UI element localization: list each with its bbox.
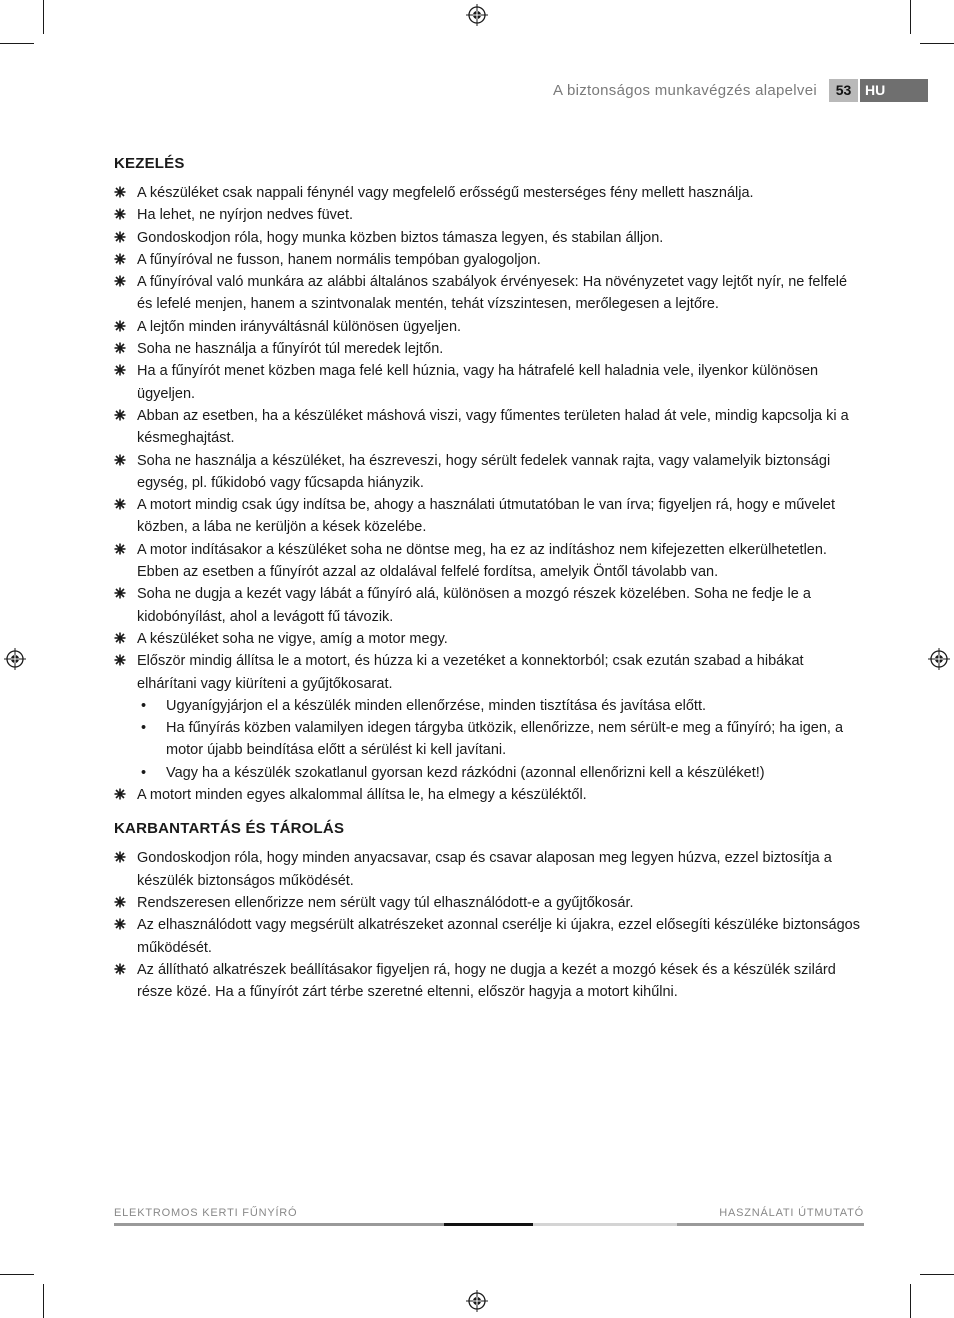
list-item-text: A motort mindig csak úgy indítsa be, ahogy a használati útmutatóban le van írva; figyeljen rá, hogy e művelet közben, a lába ne kerüljön a kések közelébe. (137, 497, 836, 536)
registration-mark-icon (4, 648, 26, 670)
snowflake-bullet-icon (114, 454, 126, 466)
crop-mark (920, 1274, 954, 1275)
dot-bullet-icon: • (141, 697, 147, 714)
list-item-text: Abban az esetben, ha a készüléket máshová viszi, vagy fűmentes területen halad át vele, mindig kapcsolja ki a késmeghajtást. (137, 407, 849, 447)
footer-document-name: HASZNÁLATI ÚTMUTATÓ (719, 1207, 864, 1219)
list-item-text: Az elhasználódott vagy megsérült alkatrészeket azonnal cserélje ki újakra, ezzel elősegíti készüléke biztonságos működését. (137, 917, 860, 956)
list-item-text: A motor indításakor a készüléket soha ne döntse meg, ha ez az indításhoz nem kifejezetten elkerülhetetlen. Ebben az esetben a fűnyírót azzal az oldalával felfelé fordítsa, amelyik Öntől távolabb van. (137, 541, 827, 581)
list-item (114, 360, 864, 405)
list-item (114, 338, 864, 360)
snowflake-bullet-icon (114, 208, 126, 220)
snowflake-bullet-icon (114, 632, 126, 644)
sub-list-item-text: Ha fűnyírás közben valamilyen idegen tárgyba ütközik, ellenőrizze, nem sérült-e meg a fűnyíró; ha igen, a motor újabb beindítása előtt a sérülést ki kell javítani. (166, 720, 844, 759)
crop-mark (910, 0, 911, 34)
list-item (114, 784, 864, 806)
sub-list-item (114, 762, 864, 784)
footer-rule (444, 1223, 533, 1226)
list-item-text: A fűnyíróval való munkára az alábbi általános szabályok érvényesek: Ha növényzetet vagy lejtőt nyír, ne felfelé és lefelé menjen, hanem a szintvonalak mentén, tehát vízszintesen, merőlegesen a lejtőre. (137, 274, 848, 313)
list-item (114, 182, 864, 204)
list-item-text: Soha ne dugja a kezét vagy lábát a fűnyíró alá, különösen a mozgó részek közelében. Soha ne fedje le a kidobónyílást, ahol a levágott fű távozik. (137, 586, 811, 625)
snowflake-bullet-icon (114, 543, 126, 555)
list-item (114, 450, 864, 495)
snowflake-bullet-icon (114, 918, 126, 930)
list-item-text: A készüléket soha ne vigye, amíg a motor megy. (137, 630, 448, 647)
page-number: 53 (829, 79, 858, 102)
snowflake-bullet-icon (114, 587, 126, 599)
header-title: A biztonságos munkavégzés alapelvei (553, 82, 817, 99)
snowflake-bullet-icon (114, 253, 126, 265)
sub-list-item (114, 717, 864, 762)
crop-mark (910, 1284, 911, 1318)
bullet-list (114, 784, 864, 806)
section-kezeles (114, 155, 864, 806)
snowflake-bullet-icon (114, 409, 126, 421)
page-content (114, 155, 864, 1003)
crop-mark (43, 1284, 44, 1318)
list-item-text: Soha ne használja a készüléket, ha észreveszi, hogy sérült fedelek vannak rajta, vagy valamelyik biztonsági egység, pl. fűkidobó vagy fűcsapda hiányzik. (137, 452, 831, 491)
list-item (114, 847, 864, 892)
snowflake-bullet-icon (114, 320, 126, 332)
list-item-text: Ha a fűnyírót menet közben maga felé kell húznia, vagy ha hátrafelé kell haladnia vele, ilyenkor különösen ügyeljen. (137, 363, 819, 402)
list-item (114, 405, 864, 450)
list-item (114, 494, 864, 539)
page-header (0, 79, 954, 102)
snowflake-bullet-icon (114, 851, 126, 863)
list-item (114, 227, 864, 249)
list-item-text: A készüléket csak nappali fénynél vagy megfelelő erősségű mesterséges fény mellett használja. (137, 185, 754, 201)
list-item (114, 914, 864, 959)
list-item-text: A fűnyíróval ne fusson, hanem normális tempóban gyalogoljon. (137, 251, 541, 268)
snowflake-bullet-icon (114, 896, 126, 908)
sub-list-item (114, 695, 864, 717)
crop-mark (0, 1274, 34, 1275)
list-item (114, 628, 864, 650)
sub-bullet-list (114, 695, 864, 784)
section-title: KARBANTARTÁS ÉS TÁROLÁS (114, 820, 345, 838)
snowflake-bullet-icon (114, 275, 126, 287)
list-item (114, 204, 864, 226)
list-item (114, 271, 864, 316)
registration-mark-icon (466, 1290, 488, 1312)
list-item-text: Gondoskodjon róla, hogy munka közben biztos támasza legyen, és stabilan álljon. (137, 229, 664, 246)
section-karbantartas (114, 820, 864, 1003)
snowflake-bullet-icon (114, 788, 126, 800)
bullet-list (114, 847, 864, 1003)
snowflake-bullet-icon (114, 963, 126, 975)
footer-rule (677, 1223, 864, 1226)
snowflake-bullet-icon (114, 342, 126, 354)
snowflake-bullet-icon (114, 231, 126, 243)
list-item-text: Soha ne használja a fűnyírót túl meredek lejtőn. (137, 341, 444, 358)
list-item (114, 892, 864, 914)
list-item-text: A lejtőn minden irányváltásnál különösen ügyeljen. (137, 318, 462, 335)
snowflake-bullet-icon (114, 364, 126, 376)
list-item-text: Az állítható alkatrészek beállításakor figyeljen rá, hogy ne dugja a kezét a mozgó kések és a készülék szilárd része közé. Ha a fűnyírót zárt térbe szeretné eltenni, először hagyja a motort kihűlni. (137, 961, 836, 1001)
list-item (114, 249, 864, 271)
list-item-text: Rendszeresen ellenőrizze nem sérült vagy túl elhasználódott-e a gyűjtőkosár. (137, 894, 634, 911)
list-item-text: Ha lehet, ne nyírjon nedves füvet. (137, 207, 354, 224)
registration-mark-icon (928, 648, 950, 670)
snowflake-bullet-icon (114, 498, 126, 510)
footer-rule (114, 1223, 444, 1226)
dot-bullet-icon: • (141, 764, 147, 781)
list-item (114, 650, 864, 695)
dot-bullet-icon: • (141, 720, 147, 737)
list-item (114, 583, 864, 628)
section-title: KEZELÉS (114, 155, 185, 172)
list-item-text: Gondoskodjon róla, hogy minden anyacsavar, csap és csavar alaposan meg legyen húzva, ezzel biztosítja a készülék biztonságos működését. (137, 850, 832, 889)
sub-list-item-text: Vagy ha a készülék szokatlanul gyorsan kezd rázkódni (azonnal ellenőrizni kell a készüléket!) (166, 764, 765, 781)
list-item (114, 959, 864, 1004)
list-item-text: A motort minden egyes alkalommal állítsa le, ha elmegy a készüléktől. (137, 787, 587, 804)
snowflake-bullet-icon (114, 654, 126, 666)
list-item (114, 539, 864, 584)
registration-mark-icon (466, 4, 488, 26)
footer-rule (533, 1223, 677, 1226)
sub-list-item-text: Ugyanígyjárjon el a készülék minden ellenőrzése, minden tisztítása és javítása előtt. (166, 697, 707, 714)
list-item-text: Először mindig állítsa le a motort, és húzza ki a vezetéket a konnektorból; csak ezután szabad a hibákat elhárítani vagy kiüríteni a gyűjtőkosarat. (137, 653, 804, 692)
crop-mark (43, 0, 44, 34)
list-item (114, 316, 864, 338)
crop-mark (0, 43, 34, 44)
bullet-list (114, 182, 864, 695)
language-tab: HU (860, 79, 928, 102)
footer-product-name: ELEKTROMOS KERTI FŰNYÍRÓ (114, 1207, 298, 1219)
snowflake-bullet-icon (114, 186, 126, 198)
crop-mark (920, 43, 954, 44)
